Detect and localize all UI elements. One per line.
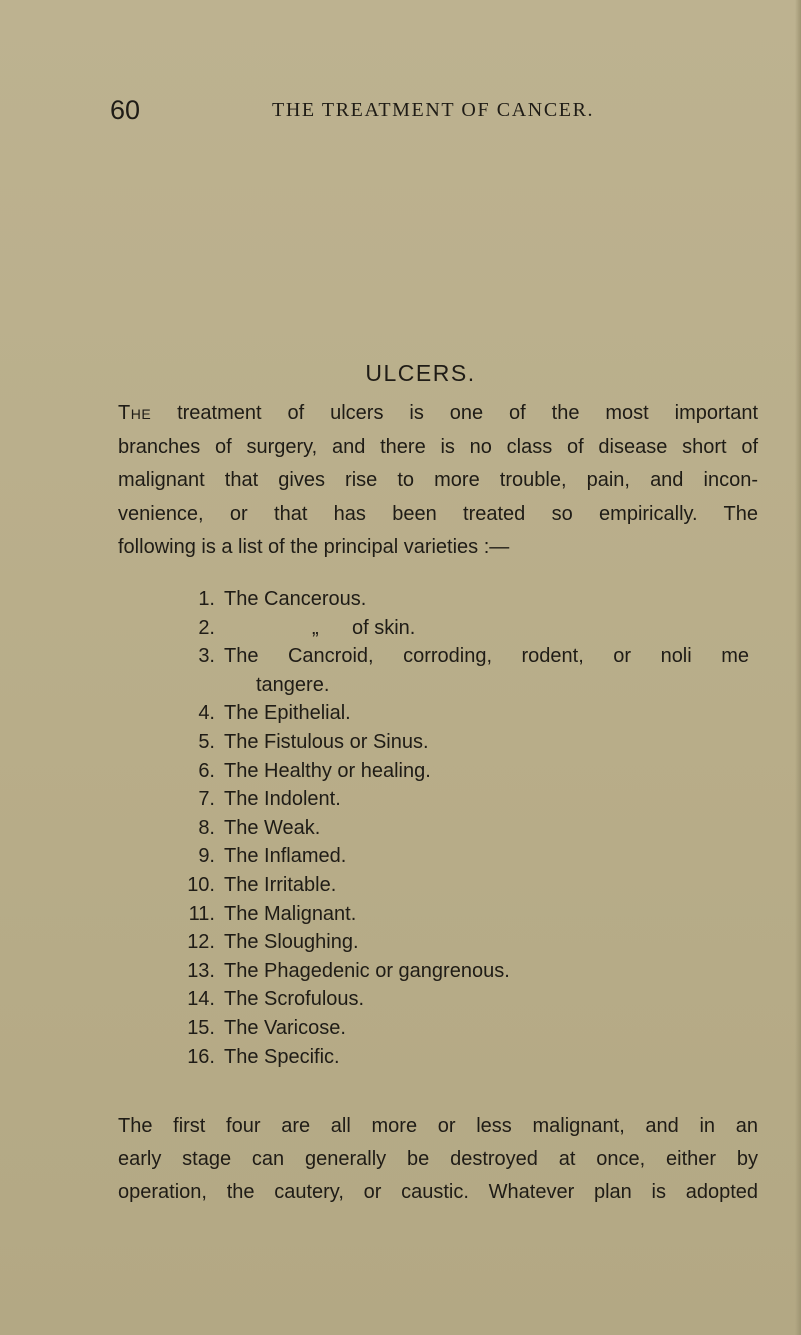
varieties-list	[152, 585, 762, 1071]
running-head	[0, 95, 801, 129]
intro-line-text: following is a list of the principal varieties :—	[118, 536, 510, 558]
list-item-text: The Scrofulous.	[224, 988, 365, 1011]
page-edge-shadow	[795, 0, 801, 1335]
list-item	[152, 785, 762, 814]
list-item-number: 5.	[198, 730, 215, 753]
closing-line: early stage can generally be destroyed at once, either by	[118, 1148, 758, 1170]
list-item-number: 6.	[198, 759, 215, 782]
list-item-number: 15.	[187, 1016, 215, 1039]
running-title: THE TREATMENT OF CANCER.	[272, 99, 595, 121]
page-number: 60	[110, 95, 141, 125]
list-item-number: 12.	[187, 931, 215, 954]
list-item	[152, 928, 762, 957]
list-item	[152, 1043, 762, 1072]
list-item	[152, 871, 762, 900]
intro-line	[118, 498, 758, 532]
list-item-number: 9.	[198, 845, 215, 868]
list-item-number: 10.	[187, 873, 215, 896]
intro-line	[118, 531, 758, 565]
list-item-text: The Weak.	[224, 816, 321, 839]
list-item-number: 2.	[198, 616, 215, 639]
list-item-text: The Phagedenic or gangrenous.	[224, 959, 510, 982]
list-item-text: The Cancerous.	[224, 588, 367, 610]
list-item	[152, 900, 762, 929]
list-item	[152, 699, 762, 728]
list-item	[152, 728, 762, 757]
closing-paragraph	[118, 1110, 758, 1209]
intro-line-text: malignant that gives rise to more trouble, pain, and incon-	[118, 469, 758, 491]
list-item	[152, 985, 762, 1014]
closing-line: operation, the cautery, or caustic. Whatever plan is adopted	[118, 1181, 758, 1203]
intro-lead-word: The	[118, 402, 152, 424]
list-item-text: The Malignant.	[224, 902, 357, 925]
list-item-text: The Healthy or healing.	[224, 759, 431, 782]
intro-line	[118, 431, 758, 465]
list-item	[152, 842, 762, 871]
list-item-text: The Fistulous or Sinus.	[224, 730, 429, 753]
list-item-number: 14.	[187, 988, 215, 1011]
intro-line-text: branches of surgery, and there is no class of disease short of	[118, 435, 758, 458]
list-item-number: 13.	[187, 959, 215, 982]
list-item	[152, 957, 762, 986]
list-item-number: 11.	[188, 902, 215, 925]
list-item-number: 8.	[198, 816, 215, 839]
list-item	[152, 757, 762, 786]
intro-paragraph	[118, 397, 758, 565]
list-item-text: The Sloughing.	[224, 931, 359, 954]
list-item-text: tangere.	[256, 673, 330, 696]
intro-line	[118, 397, 758, 431]
list-item-text: The Specific.	[224, 1045, 340, 1068]
list-item-number: 16.	[187, 1045, 215, 1068]
list-item-text: The Cancroid, corroding, rodent, or noli me	[224, 645, 749, 668]
list-item-number: 1.	[198, 588, 215, 610]
section-title: ULCERS.	[365, 360, 476, 386]
list-item-number: 3.	[198, 645, 215, 668]
list-item-number: 7.	[198, 788, 215, 811]
list-item-text: The Varicose.	[224, 1016, 346, 1039]
list-item-text: „ of skin.	[312, 616, 416, 639]
list-item	[152, 614, 762, 643]
list-item	[152, 585, 762, 614]
closing-line: The first four are all more or less malignant, and in an	[118, 1115, 758, 1137]
list-item	[152, 1014, 762, 1043]
list-item	[152, 642, 762, 671]
intro-line-text: treatment of ulcers is one of the most important	[151, 402, 758, 424]
intro-line	[118, 464, 758, 498]
list-item	[152, 814, 762, 843]
intro-line-text: venience, or that has been treated so empirically. The	[118, 502, 758, 525]
list-item-number: 4.	[198, 702, 215, 725]
list-item-text: The Irritable.	[224, 873, 337, 896]
list-item-continuation	[152, 671, 762, 700]
list-item-text: The Inflamed.	[224, 845, 347, 868]
list-item-text: The Epithelial.	[224, 702, 351, 725]
list-item-text: The Indolent.	[224, 788, 341, 811]
